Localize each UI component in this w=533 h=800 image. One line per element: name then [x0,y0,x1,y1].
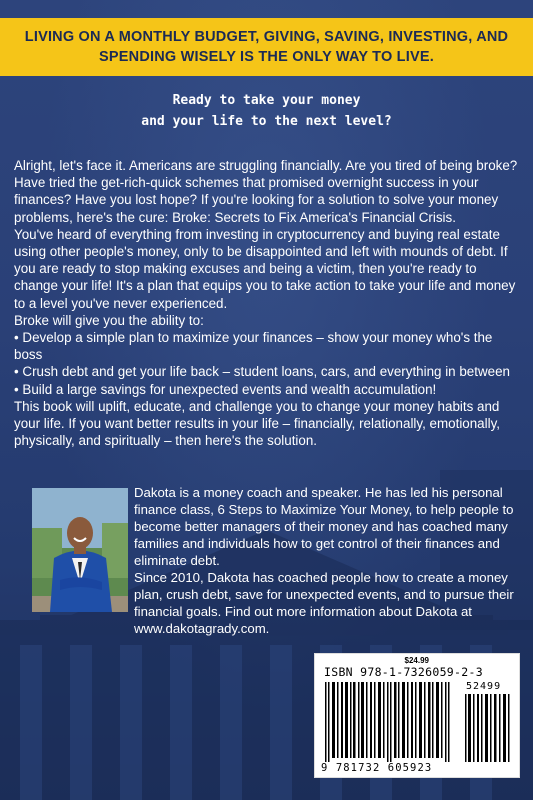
author-photo [32,488,128,612]
author-bio [134,484,524,637]
description-paragraph: This book will uplift, educate, and challenge you to change your money habits and your life. If you want better results in your life – financially, relationally, emotionally, physically, and spiritually – then here's the solution. [14,398,501,449]
headline-line-1: Ready to take your money [172,93,361,108]
headline-line-2: and your life to the next level? [141,114,392,129]
top-banner [0,18,533,76]
banner-line-2: SPENDING WISELY IS THE ONLY WAY TO LIVE. [99,49,434,65]
price-label: $24.99 [404,656,429,665]
benefit-bullet: • Build a large savings for unexpected events and wealth accumulation! [14,381,437,397]
book-description [14,157,519,449]
author-bio-paragraph: Dakota is a money coach and speaker. He has led his personal finance class, 6 Steps to Maximize Your Money, to help people to become better managers of their money and has coached many families and individuals how to get control of their finances and eliminate debt. [134,485,514,568]
isbn-label: ISBN 978-1-7326059-2-3 [324,665,483,679]
addon-code: 52499 [466,681,502,692]
isbn-barcode [314,653,520,778]
description-paragraph: Broke will give you the ability to: [14,312,204,328]
benefit-bullet: • Crush debt and get your life back – student loans, cars, and everything in between [14,364,510,380]
author-bio-paragraph: Since 2010, Dakota has coached people how to create a money plan, crush debt, save for unexpected events, and to pursue their financial goals. Find out more information about Dakota at www.dakotagrady.com. [134,570,514,636]
barcode-bars [325,682,515,762]
ean-number: 9 781732 605923 [321,762,433,774]
description-paragraph: Alright, let's face it. Americans are struggling financially. Are you tired of being broke? Have tried the get-rich-quick schemes that promised overnight success in your finances? Have you lost hope? If you're looking for a solution to solve your money problems, here's the cure: Broke: Secrets to Fix America's Financial Crisis. [14,158,518,225]
description-paragraph: You've heard of everything from investing in cryptocurrency and buying real estate using other people's money, only to be disappointed and left with mounds of debt. If you are ready to stop making excuses and being a victim, then you're ready to change your life! It's a plan that equips you to take action to take your life and money to a level you've never experienced. [14,226,516,311]
headline [0,90,533,132]
banner-line-1: LIVING ON A MONTHLY BUDGET, GIVING, SAVING, INVESTING, AND [24,29,509,45]
benefit-bullet: • Develop a simple plan to maximize your finances – show your money who's the boss [14,330,493,363]
